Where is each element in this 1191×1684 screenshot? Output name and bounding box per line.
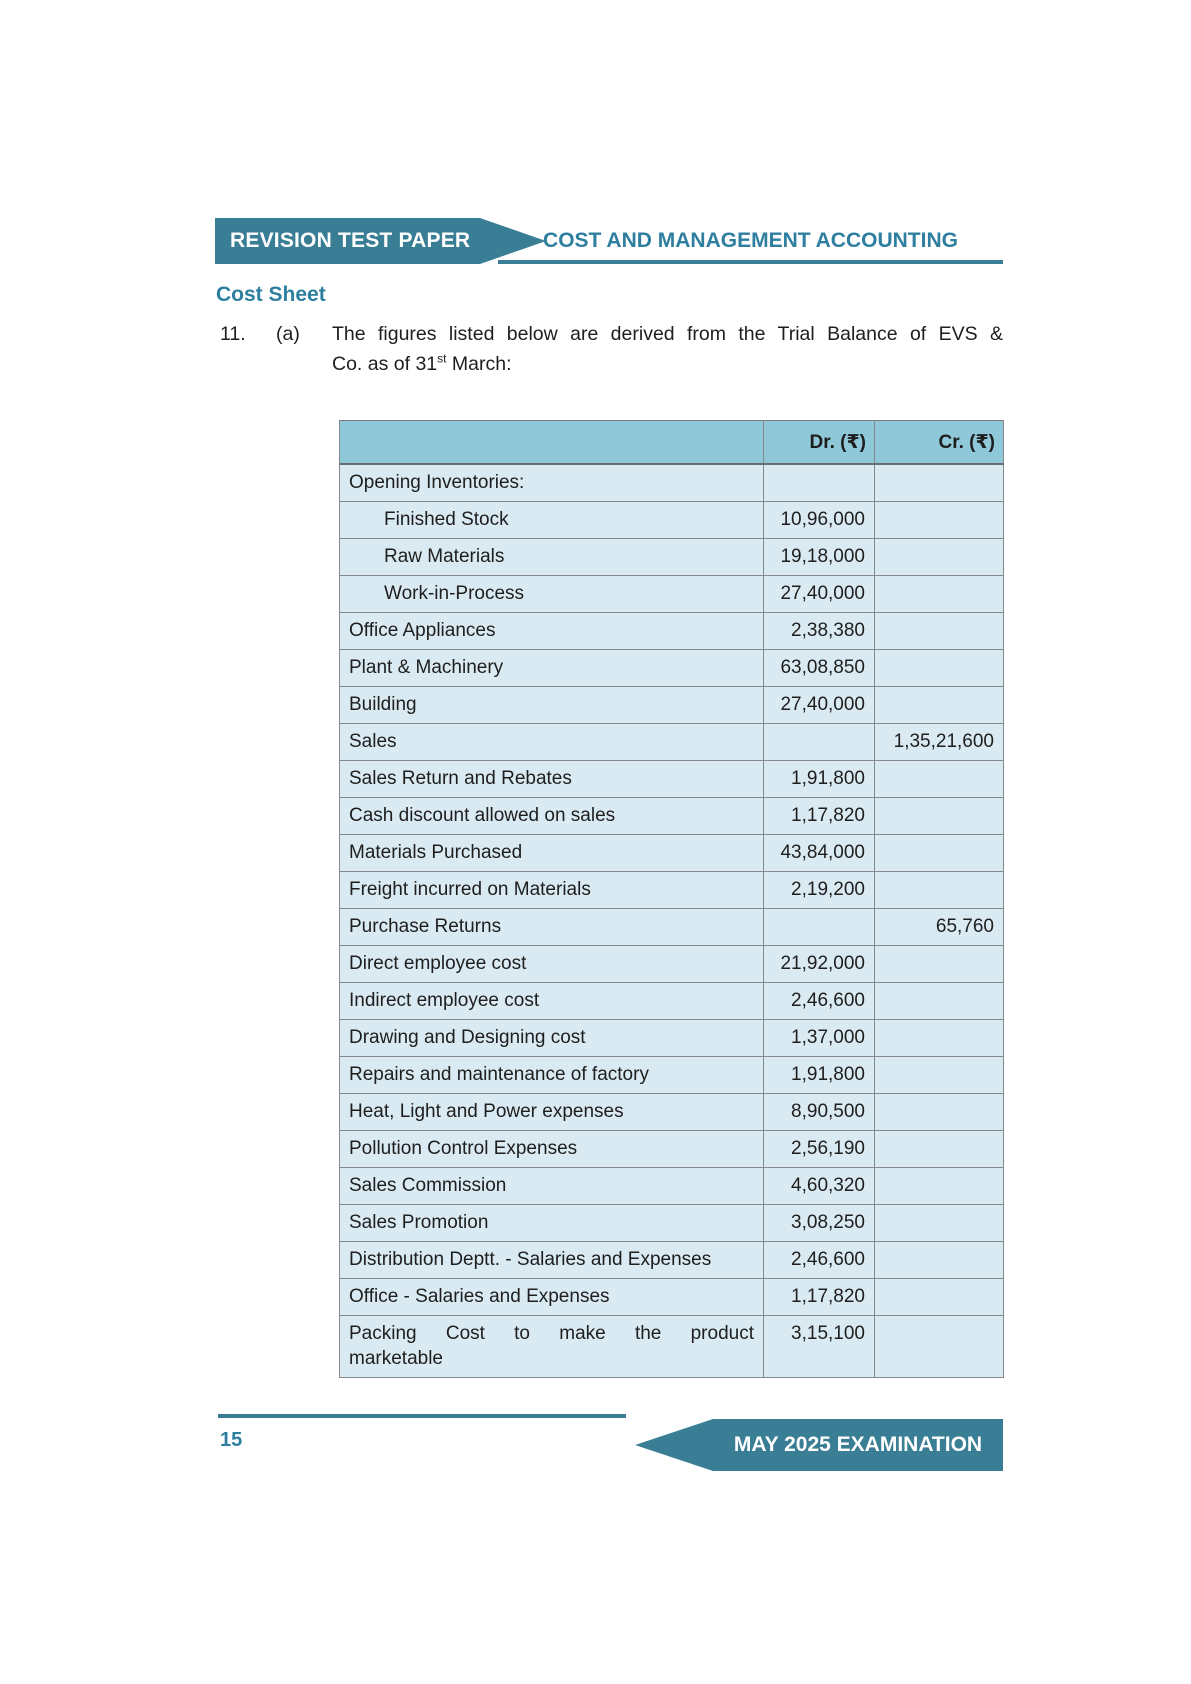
cr-amount-cell <box>875 1057 1004 1094</box>
table-row <box>340 464 1004 502</box>
dr-amount-cell: 3,08,250 <box>764 1205 875 1242</box>
particulars-cell: Office - Salaries and Expenses <box>340 1279 764 1316</box>
table-row <box>340 613 1004 650</box>
particulars-cell: Pollution Control Expenses <box>340 1131 764 1168</box>
dr-amount-cell: 27,40,000 <box>764 687 875 724</box>
dr-amount-cell: 1,17,820 <box>764 1279 875 1316</box>
cr-amount-cell: 65,760 <box>875 909 1004 946</box>
table-row <box>340 798 1004 835</box>
table-row <box>340 502 1004 539</box>
dr-amount-cell: 21,92,000 <box>764 946 875 983</box>
cr-amount-cell <box>875 1131 1004 1168</box>
particulars-cell <box>340 1316 764 1378</box>
particulars-cell: Indirect employee cost <box>340 983 764 1020</box>
dr-header-cell: Dr. (₹) <box>764 421 875 465</box>
question-text-line2-start: Co. as of 31 <box>332 353 438 375</box>
particulars-cell: Repairs and maintenance of factory <box>340 1057 764 1094</box>
dr-amount-cell: 3,15,100 <box>764 1316 875 1378</box>
dr-amount-cell: 2,46,600 <box>764 983 875 1020</box>
page-number: 15 <box>220 1429 243 1451</box>
dr-amount-cell: 1,91,800 <box>764 761 875 798</box>
particulars-cell: Sales Promotion <box>340 1205 764 1242</box>
dr-amount-cell: 8,90,500 <box>764 1094 875 1131</box>
dr-amount-cell: 43,84,000 <box>764 835 875 872</box>
table-row <box>340 539 1004 576</box>
table-row <box>340 1020 1004 1057</box>
cr-amount-cell <box>875 1242 1004 1279</box>
cr-amount-cell <box>875 761 1004 798</box>
dr-amount-cell: 2,19,200 <box>764 872 875 909</box>
cr-amount-cell <box>875 798 1004 835</box>
table-row <box>340 1205 1004 1242</box>
dr-amount-cell <box>764 464 875 502</box>
particulars-cell: Sales <box>340 724 764 761</box>
dr-amount-cell: 27,40,000 <box>764 576 875 613</box>
examination-banner <box>713 1419 1003 1471</box>
dr-amount-cell: 2,38,380 <box>764 613 875 650</box>
dr-amount-cell: 2,46,600 <box>764 1242 875 1279</box>
cr-amount-cell <box>875 1205 1004 1242</box>
dr-amount-cell: 10,96,000 <box>764 502 875 539</box>
particulars-cell: Cash discount allowed on sales <box>340 798 764 835</box>
particulars-cell: Office Appliances <box>340 613 764 650</box>
cr-amount-cell <box>875 835 1004 872</box>
table-row <box>340 724 1004 761</box>
cr-amount-cell <box>875 872 1004 909</box>
particulars-cell: Heat, Light and Power expenses <box>340 1094 764 1131</box>
dr-amount-cell: 2,56,190 <box>764 1131 875 1168</box>
cr-amount-cell <box>875 613 1004 650</box>
question-part-label: (a) <box>276 323 300 345</box>
cr-amount-cell <box>875 650 1004 687</box>
cr-amount-cell <box>875 946 1004 983</box>
table-row <box>340 1316 1004 1378</box>
table-row <box>340 650 1004 687</box>
table-row <box>340 1131 1004 1168</box>
revision-test-paper-banner <box>215 218 480 264</box>
table-row <box>340 872 1004 909</box>
particulars-line: marketable <box>349 1348 443 1369</box>
particulars-header-cell <box>340 421 764 465</box>
banner-label: REVISION TEST PAPER <box>230 229 471 252</box>
question-text-line1: The figures listed below are derived from the Trial Balance of EVS & <box>332 323 1003 345</box>
cr-amount-cell <box>875 687 1004 724</box>
cr-amount-cell <box>875 576 1004 613</box>
dr-amount-cell <box>764 724 875 761</box>
particulars-cell: Sales Commission <box>340 1168 764 1205</box>
section-heading: Cost Sheet <box>216 283 326 306</box>
particulars-cell: Work-in-Process <box>340 576 764 613</box>
particulars-cell: Raw Materials <box>340 539 764 576</box>
particulars-cell: Building <box>340 687 764 724</box>
cr-amount-cell <box>875 464 1004 502</box>
cr-amount-cell <box>875 1094 1004 1131</box>
particulars-cell: Distribution Deptt. - Salaries and Expenses <box>340 1242 764 1279</box>
particulars-cell: Purchase Returns <box>340 909 764 946</box>
table-row <box>340 983 1004 1020</box>
table-row <box>340 1279 1004 1316</box>
trial-balance-table <box>339 420 1004 1378</box>
header-underline <box>498 260 1003 264</box>
cr-amount-cell: 1,35,21,600 <box>875 724 1004 761</box>
dr-amount-cell: 19,18,000 <box>764 539 875 576</box>
dr-amount-cell: 1,37,000 <box>764 1020 875 1057</box>
particulars-cell: Opening Inventories: <box>340 464 764 502</box>
question-number: 11. <box>220 323 246 345</box>
cr-amount-cell <box>875 983 1004 1020</box>
footer-rule <box>218 1414 626 1418</box>
particulars-cell: Plant & Machinery <box>340 650 764 687</box>
table-row <box>340 576 1004 613</box>
particulars-cell: Direct employee cost <box>340 946 764 983</box>
document-page <box>216 0 1003 1684</box>
particulars-cell: Sales Return and Rebates <box>340 761 764 798</box>
dr-amount-cell: 1,91,800 <box>764 1057 875 1094</box>
table-row <box>340 687 1004 724</box>
table-row <box>340 1094 1004 1131</box>
table-row <box>340 909 1004 946</box>
question-text <box>332 319 1003 379</box>
subject-title: COST AND MANAGEMENT ACCOUNTING <box>543 229 958 252</box>
cr-amount-cell <box>875 1168 1004 1205</box>
table-header-row <box>340 421 1004 465</box>
table-row <box>340 835 1004 872</box>
table-row <box>340 1242 1004 1279</box>
table-row <box>340 761 1004 798</box>
cr-header-cell: Cr. (₹) <box>875 421 1004 465</box>
dr-amount-cell: 63,08,850 <box>764 650 875 687</box>
dr-amount-cell: 1,17,820 <box>764 798 875 835</box>
cr-amount-cell <box>875 1279 1004 1316</box>
cr-amount-cell <box>875 1316 1004 1378</box>
footer-banner-label: MAY 2025 EXAMINATION <box>733 1433 983 1456</box>
ordinal-superscript: st <box>437 351 447 366</box>
particulars-line: Packing Cost to make the product <box>349 1323 754 1344</box>
particulars-cell: Freight incurred on Materials <box>340 872 764 909</box>
table-row <box>340 946 1004 983</box>
dr-amount-cell: 4,60,320 <box>764 1168 875 1205</box>
table-row <box>340 1168 1004 1205</box>
particulars-cell: Materials Purchased <box>340 835 764 872</box>
table-row <box>340 1057 1004 1094</box>
dr-amount-cell <box>764 909 875 946</box>
question-block <box>216 319 1003 379</box>
particulars-cell: Finished Stock <box>340 502 764 539</box>
question-text-line2 <box>332 349 1003 379</box>
cr-amount-cell <box>875 539 1004 576</box>
banner-arrow-shape <box>480 218 546 264</box>
particulars-cell: Drawing and Designing cost <box>340 1020 764 1057</box>
question-text-line2-end: March: <box>446 353 512 375</box>
footer-banner-arrow-shape <box>635 1419 713 1471</box>
cr-amount-cell <box>875 502 1004 539</box>
cr-amount-cell <box>875 1020 1004 1057</box>
